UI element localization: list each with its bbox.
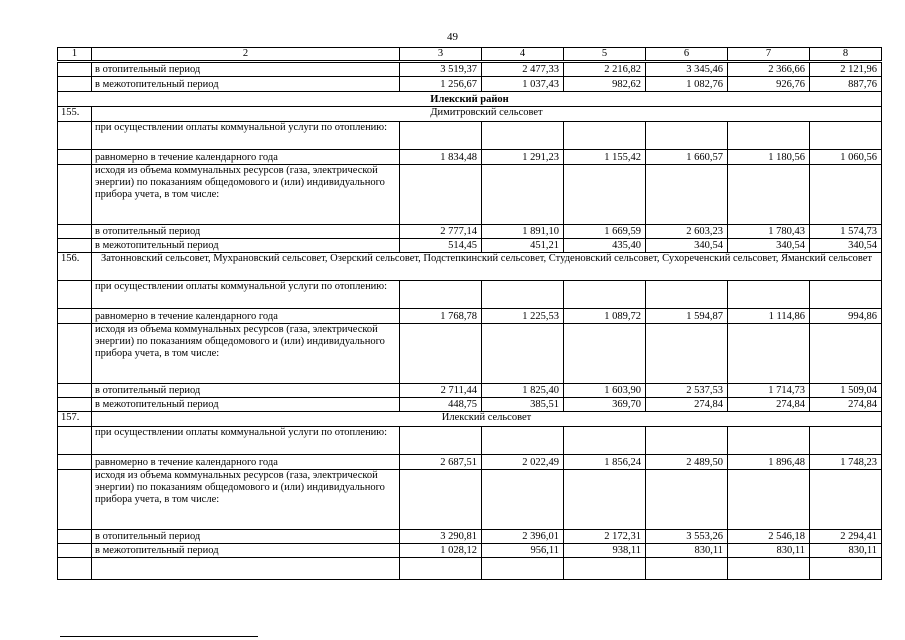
empty-cell [482,558,564,580]
value-cell: 274,84 [646,398,728,412]
value-cell: 2 711,44 [400,384,482,398]
value-cell: 3 345,46 [646,62,728,77]
empty-cell [482,427,564,455]
row-number-cell [58,77,92,92]
value-cell: 1 748,23 [810,455,882,470]
value-cell: 1 028,12 [400,544,482,558]
value-cell: 3 519,37 [400,62,482,77]
empty-cell [646,558,728,580]
row-number-cell [58,122,92,150]
value-cell: 2 294,41 [810,530,882,544]
empty-cell [400,165,482,225]
empty-cell [728,324,810,384]
empty-cell [482,470,564,530]
value-cell: 1 660,57 [646,150,728,165]
value-cell: 1 291,23 [482,150,564,165]
value-cell: 3 290,81 [400,530,482,544]
row-label: равномерно в течение календарного года [92,150,400,165]
heating-period-row [58,530,882,544]
column-header: 6 [646,48,728,62]
value-cell: 2 396,01 [482,530,564,544]
continuation-row [58,62,882,77]
row-label: исходя из объема коммунальных ресурсов (газа, электрической энергии) по показаниям общедомового и (или) индивидуального прибора учета, в том числе: [92,165,400,225]
row-label: при осуществлении оплаты коммунальной услуги по отоплению: [92,122,400,150]
column-header: 8 [810,48,882,62]
row-number-cell [58,470,92,530]
empty-cell [564,165,646,225]
row-number-cell [58,309,92,324]
empty-cell [482,281,564,309]
even-payment-row [58,150,882,165]
row-label: в межотопительный период [92,239,400,253]
section-heading-row [58,412,882,427]
value-cell: 340,54 [646,239,728,253]
row-number-cell [58,427,92,455]
value-cell: 887,76 [810,77,882,92]
row-label: в межотопительный период [92,77,400,92]
row-label: в отопительный период [92,384,400,398]
row-label: исходя из объема коммунальных ресурсов (газа, электрической энергии) по показаниям общедомового и (или) индивидуального прибора учета, в том числе: [92,470,400,530]
value-cell: 1 574,73 [810,225,882,239]
column-header: 3 [400,48,482,62]
value-cell: 926,76 [728,77,810,92]
empty-cell [810,427,882,455]
row-number-cell [58,324,92,384]
value-cell: 2 022,49 [482,455,564,470]
empty-cell [810,165,882,225]
empty-cell [564,427,646,455]
footnote-rule [60,636,258,637]
value-cell: 448,75 [400,398,482,412]
section-heading-row [58,107,882,122]
value-cell: 340,54 [810,239,882,253]
empty-cell [482,165,564,225]
value-cell: 1 082,76 [646,77,728,92]
section-number: 156. [58,253,92,281]
row-number-cell [58,384,92,398]
value-cell: 2 777,14 [400,225,482,239]
section-number: 155. [58,107,92,122]
row-label: при осуществлении оплаты коммунальной услуги по отоплению: [92,427,400,455]
value-cell: 1 155,42 [564,150,646,165]
column-header: 5 [564,48,646,62]
empty-cell [646,165,728,225]
row-number-cell [58,150,92,165]
continuation-row [58,77,882,92]
empty-cell [400,122,482,150]
row-number-cell [58,455,92,470]
row-label: равномерно в течение календарного года [92,309,400,324]
value-cell: 1 856,24 [564,455,646,470]
empty-cell [482,324,564,384]
value-cell: 2 477,33 [482,62,564,77]
section-name: Илекский сельсовет [92,412,882,427]
meter-row [58,470,882,530]
empty-cell [728,558,810,580]
row-number-cell [58,398,92,412]
table-body [58,48,882,580]
off-heating-period-row [58,239,882,253]
value-cell: 1 896,48 [728,455,810,470]
district-heading: Илекский район [58,92,882,107]
value-cell: 274,84 [810,398,882,412]
value-cell: 385,51 [482,398,564,412]
empty-cell [646,324,728,384]
value-cell: 1 780,43 [728,225,810,239]
empty-cell [646,427,728,455]
even-payment-row [58,309,882,324]
value-cell: 1 089,72 [564,309,646,324]
trailing-row [58,558,882,580]
value-cell: 1 594,87 [646,309,728,324]
value-cell: 435,40 [564,239,646,253]
section-heading-row [58,253,882,281]
row-number-cell [58,165,92,225]
value-cell: 830,11 [810,544,882,558]
row-label: равномерно в течение календарного года [92,455,400,470]
section-name: Димитровский сельсовет [92,107,882,122]
empty-cell [728,427,810,455]
row-label: в отопительный период [92,225,400,239]
empty-cell [400,470,482,530]
value-cell: 1 768,78 [400,309,482,324]
value-cell: 1 509,04 [810,384,882,398]
value-cell: 1 225,53 [482,309,564,324]
column-header: 2 [92,48,400,62]
page-number: 49 [447,31,458,43]
column-header: 4 [482,48,564,62]
intro-row [58,281,882,309]
value-cell: 1 180,56 [728,150,810,165]
empty-cell [564,470,646,530]
intro-row [58,427,882,455]
column-header: 7 [728,48,810,62]
value-cell: 451,21 [482,239,564,253]
value-cell: 2 546,18 [728,530,810,544]
empty-cell [58,558,92,580]
value-cell: 982,62 [564,77,646,92]
empty-cell [646,122,728,150]
empty-cell [564,281,646,309]
value-cell: 1 669,59 [564,225,646,239]
value-cell: 1 256,67 [400,77,482,92]
value-cell: 1 037,43 [482,77,564,92]
value-cell: 2 537,53 [646,384,728,398]
value-cell: 1 891,10 [482,225,564,239]
value-cell: 2 603,23 [646,225,728,239]
district-row [58,92,882,107]
empty-cell [646,470,728,530]
heating-period-row [58,225,882,239]
empty-cell [728,122,810,150]
empty-cell [810,558,882,580]
value-cell: 956,11 [482,544,564,558]
value-cell: 340,54 [728,239,810,253]
row-number-cell [58,62,92,77]
empty-cell [400,324,482,384]
row-number-cell [58,530,92,544]
value-cell: 2 489,50 [646,455,728,470]
empty-cell [400,281,482,309]
value-cell: 2 121,96 [810,62,882,77]
value-cell: 2 366,66 [728,62,810,77]
value-cell: 3 553,26 [646,530,728,544]
meter-row [58,165,882,225]
value-cell: 1 825,40 [482,384,564,398]
row-label: в межотопительный период [92,398,400,412]
column-number-row [58,48,882,62]
value-cell: 1 114,86 [728,309,810,324]
value-cell: 2 172,31 [564,530,646,544]
row-label: в межотопительный период [92,544,400,558]
empty-cell [400,558,482,580]
empty-cell [400,427,482,455]
row-label: в отопительный период [92,62,400,77]
value-cell: 274,84 [728,398,810,412]
empty-cell [564,558,646,580]
value-cell: 830,11 [728,544,810,558]
meter-row [58,324,882,384]
value-cell: 1 834,48 [400,150,482,165]
even-payment-row [58,455,882,470]
value-cell: 938,11 [564,544,646,558]
empty-cell [728,281,810,309]
row-number-cell [58,225,92,239]
empty-cell [728,165,810,225]
empty-cell [482,122,564,150]
column-header: 1 [58,48,92,62]
value-cell: 2 687,51 [400,455,482,470]
value-cell: 994,86 [810,309,882,324]
value-cell: 830,11 [646,544,728,558]
row-number-cell [58,281,92,309]
empty-cell [810,324,882,384]
empty-cell [564,324,646,384]
heating-period-row [58,384,882,398]
empty-cell [728,470,810,530]
row-label: при осуществлении оплаты коммунальной услуги по отоплению: [92,281,400,309]
value-cell: 1 714,73 [728,384,810,398]
row-label: исходя из объема коммунальных ресурсов (газа, электрической энергии) по показаниям общедомового и (или) индивидуального прибора учета, в том числе: [92,324,400,384]
row-number-cell [58,544,92,558]
empty-cell [92,558,400,580]
row-number-cell [58,239,92,253]
section-name: Затонновский сельсовет, Мухрановский сельсовет, Озерский сельсовет, Подстепкинский сельсовет, Студеновский сельсовет, Сухореченский сельсовет, Яманский сельсовет [92,253,882,281]
empty-cell [646,281,728,309]
section-number: 157. [58,412,92,427]
value-cell: 369,70 [564,398,646,412]
empty-cell [564,122,646,150]
value-cell: 1 060,56 [810,150,882,165]
tariff-table [57,47,882,580]
empty-cell [810,470,882,530]
row-label: в отопительный период [92,530,400,544]
empty-cell [810,122,882,150]
value-cell: 1 603,90 [564,384,646,398]
off-heating-period-row [58,398,882,412]
empty-cell [810,281,882,309]
off-heating-period-row [58,544,882,558]
value-cell: 2 216,82 [564,62,646,77]
value-cell: 514,45 [400,239,482,253]
intro-row [58,122,882,150]
